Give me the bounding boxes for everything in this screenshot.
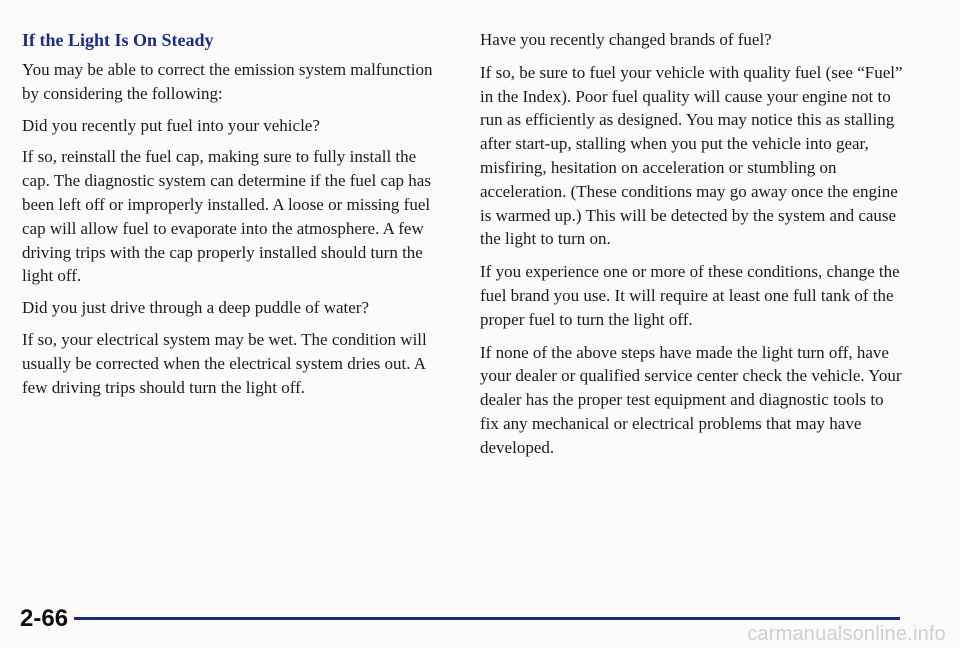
section-heading: If the Light Is On Steady [22,30,214,50]
right-paragraph-3: If you experience one or more of these conditions, change the fuel brand you use. It will require at least one full tank of the proper fuel to turn the light off. [480,262,900,329]
left-paragraph-3: If so, reinstall the fuel cap, making sure to fully install the cap. The diagnostic system can determine if the fuel cap has been left off or improperly installed. A loose or missing fuel cap will allow fuel to evaporate into the atmosphere. A few driving trips with the cap properly installed should turn the light off. [22,147,431,286]
left-paragraph-1: You may be able to correct the emission system malfunction by considering the following: [22,60,433,103]
footer-rule [74,617,900,620]
left-paragraph-5: If so, your electrical system may be wet. The condition will usually be corrected when the electrical system dries out. A few driving trips should turn the light off. [22,329,427,397]
right-column [480,28,905,469]
left-paragraph-4: Did you just drive through a deep puddle of water? [22,298,369,318]
page-number: 2-66 [20,605,69,632]
right-paragraph-2: If so, be sure to fuel your vehicle with quality fuel (see “Fuel” in the Index). Poor fuel quality will cause your engine not to run as efficiently as designed. You may notice this as stalling after start-up, stalling when you put the vehicle into gear, misfiring, hesitation on acceleration or stumbling on acceleration. (These conditions may go away once the engine is warmed up.) This will be detected by the system and cause the light to turn on. [480,62,903,249]
left-paragraph-2: Did you recently put fuel into your vehicle? [22,115,320,135]
left-column [22,28,447,407]
right-paragraph-1: Have you recently changed brands of fuel? [480,30,772,49]
right-paragraph-4: If none of the above steps have made the light turn off, have your dealer or qualified service center check the vehicle. Your dealer has the proper test equipment and diagnostic tools to fix any mechanical or electrical problems that may have developed. [480,342,902,457]
watermark: carmanualsonline.info [747,623,946,645]
